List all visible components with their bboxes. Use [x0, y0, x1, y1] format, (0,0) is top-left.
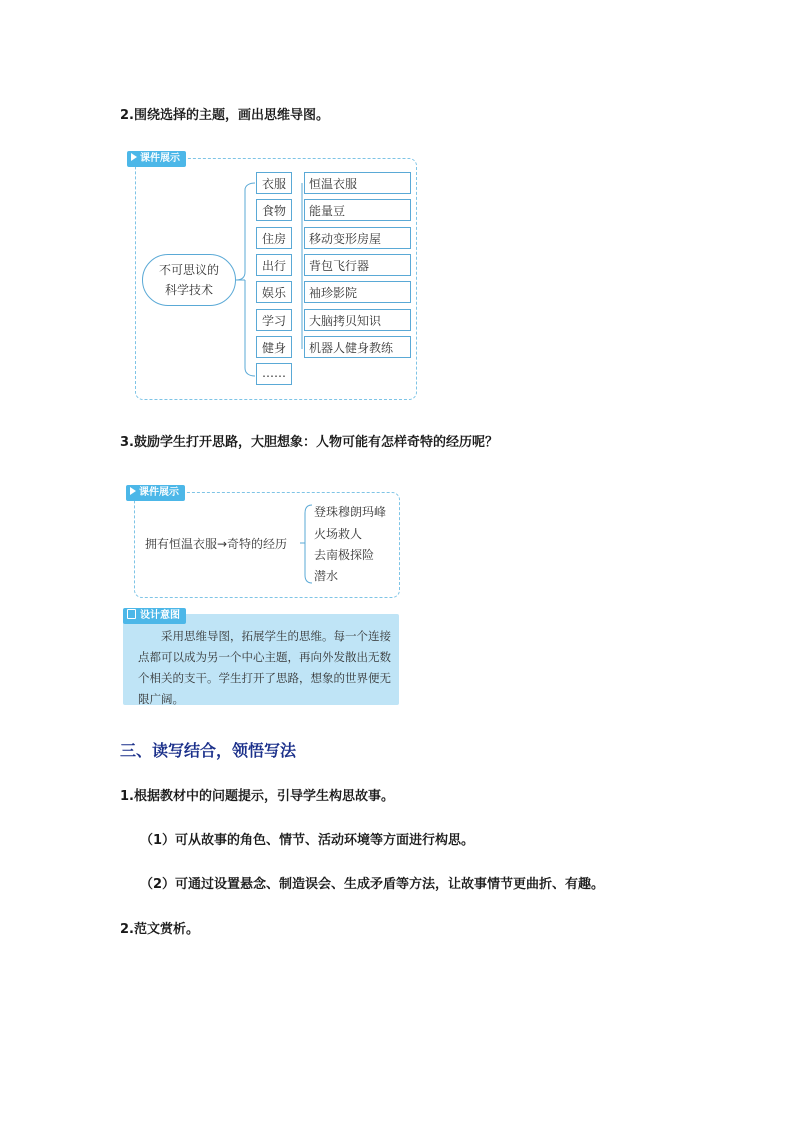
category-box: 衣服: [256, 172, 292, 194]
question-2-heading: 2.围绕选择的主题，画出思维导图。: [120, 108, 329, 123]
category-box: 健身: [256, 336, 292, 358]
experience-item: 登珠穆朗玛峰: [314, 505, 387, 519]
category-box: 学习: [256, 309, 292, 331]
section-title: 三、读写结合，领悟写法: [120, 741, 297, 760]
mindmap2-center-text: 拥有恒温衣服→奇特的经历: [145, 537, 288, 551]
question-3-heading: 3.鼓励学生打开思路，大胆想象：人物可能有怎样奇特的经历呢？: [120, 435, 498, 450]
category-box-ellipsis: ……: [256, 363, 292, 385]
tag-label: 课件展示: [140, 153, 180, 164]
clipboard-icon: [127, 609, 136, 619]
category-box: 出行: [256, 254, 292, 276]
point-1: 1.根据教材中的问题提示，引导学生构思故事。: [120, 789, 394, 804]
technology-box: 恒温衣服: [304, 172, 411, 194]
center-line-2: 科学技术: [164, 283, 213, 297]
mindmap-center-node: [142, 254, 236, 306]
technology-box: 大脑拷贝知识: [304, 309, 411, 331]
experience-item: 去南极探险: [314, 548, 375, 562]
experience-item: 潜水: [314, 569, 339, 583]
technology-box: 能量豆: [304, 199, 411, 221]
design-intent-text: 采用思维导图，拓展学生的思维。每一个连接点都可以成为另一个中心主题，再向外发散出无数个相关的支干。学生打开了思路，想象的世界便无限广阔。: [138, 629, 391, 706]
category-box: 住房: [256, 227, 292, 249]
technology-box: 袖珍影院: [304, 281, 411, 303]
center-line-1: 不可思议的: [158, 263, 219, 277]
point-1-sub-2: （2）可通过设置悬念、制造误会、生成矛盾等方法，让故事情节更曲折、有趣。: [140, 877, 605, 892]
tag-label: 设计意图: [140, 610, 180, 621]
tag-label: 课件展示: [139, 487, 179, 498]
category-box: 食物: [256, 199, 292, 221]
technology-box: 背包飞行器: [304, 254, 411, 276]
point-1-sub-1: （1）可从故事的角色、情节、活动环境等方面进行构思。: [140, 833, 475, 848]
point-2: 2.范文赏析。: [120, 922, 199, 937]
technology-box: 移动变形房屋: [304, 227, 411, 249]
courseware-tag-2: [126, 485, 185, 501]
play-triangle-icon: [130, 487, 136, 495]
category-box: 娱乐: [256, 281, 292, 303]
design-intent-tag: [123, 608, 186, 624]
technology-box: 机器人健身教练: [304, 336, 411, 358]
experience-item: 火场救人: [314, 527, 363, 541]
